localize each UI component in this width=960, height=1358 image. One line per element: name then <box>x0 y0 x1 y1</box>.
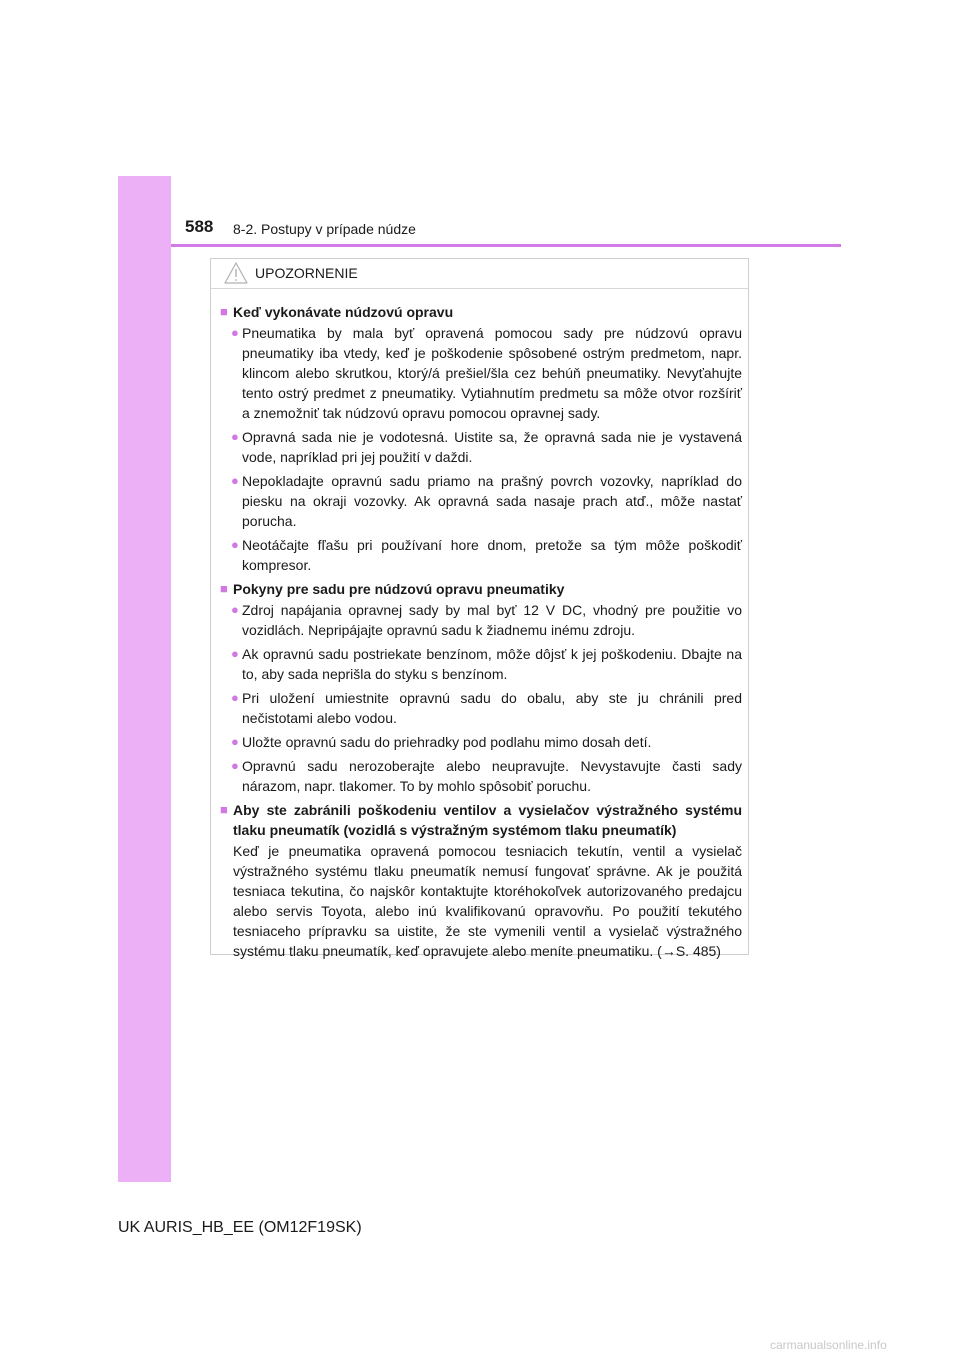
manual-code: UK AURIS_HB_EE (OM12F19SK) <box>118 1219 362 1236</box>
section-emergency-repair <box>220 302 742 575</box>
list-item: ● Uložte opravnú sadu do priehradky pod podlahu mimo dosah detí. <box>220 732 742 752</box>
bullet-list <box>220 600 742 796</box>
section-heading: ■ Aby ste zabránili poškodeniu ventilov a vysielačov výstražného systému tlaku pneumatík (vozidlá s výstražným systémom tlaku pneumatík) <box>220 802 742 838</box>
chapter-title: 8-2. Postupy v prípade núdze <box>233 221 416 237</box>
square-bullet-icon: ■ <box>220 581 228 596</box>
bullet-list <box>220 323 742 575</box>
warning-body <box>211 289 748 961</box>
section-tpms-valve-protection <box>220 800 742 961</box>
circle-bullet-icon: ● <box>231 690 239 705</box>
chapter-side-tab <box>118 176 171 1182</box>
circle-bullet-icon: ● <box>231 473 239 488</box>
watermark: carmanualsonline.info <box>770 1338 887 1352</box>
section-paragraph: Keď je pneumatika opravená pomocou tesniacich tekutín, ventil a vysielač výstražného systému tlaku pneumatík nemusí fungovať správne. Ak je použitá tesniaca tekutina, čo najskôr kontaktujte ktoréhokoľvek autorizovaného predajcu alebo servis Toyota, alebo inú kvalifikovanú opravovňu. Po použití tekutého tesniaceho prípravku sa uistite, že ste vymenili ventil a vysielač výstražného systému tlaku pneumatík, keď opravujete alebo meníte pneumatiku. (→S. 485) <box>233 843 742 959</box>
circle-bullet-icon: ● <box>231 325 239 340</box>
section-heading: ■ Pokyny pre sadu pre núdzovú opravu pneumatiky <box>220 581 565 597</box>
square-bullet-icon: ■ <box>220 304 228 319</box>
list-item: ● Zdroj napájania opravnej sady by mal byť 12 V DC, vhodný pre použitie vo vozidlách. Nepripájajte opravnú sadu k žiadnemu inému zdroju. <box>220 600 742 640</box>
section-repair-kit-instructions <box>220 579 742 796</box>
section-heading: ■ Keď vykonávate núdzovú opravu <box>220 304 454 320</box>
circle-bullet-icon: ● <box>231 537 239 552</box>
circle-bullet-icon: ● <box>231 602 239 617</box>
page-number: 588 <box>185 217 214 236</box>
circle-bullet-icon: ● <box>231 758 239 773</box>
circle-bullet-icon: ● <box>231 734 239 749</box>
list-item: ● Opravnú sadu nerozoberajte alebo neupravujte. Nevystavujte časti sady nárazom, napr. tlakomer. To by mohlo spôsobiť poruchu. <box>220 756 742 796</box>
circle-bullet-icon: ● <box>231 429 239 444</box>
header-divider <box>171 244 841 247</box>
list-item: ● Nepokladajte opravnú sadu priamo na prašný povrch vozovky, napríklad do piesku na okraji vozovky. Ak opravná sada nasaje prach atď., môže nastať porucha. <box>220 471 742 531</box>
warning-header <box>211 259 748 289</box>
list-item: ● Opravná sada nie je vodotesná. Uistite sa, že opravná sada nie je vystavená vode, napríklad pri jej použití v daždi. <box>220 427 742 467</box>
list-item: ● Neotáčajte fľašu pri používaní hore dnom, pretože sa tým môže poškodiť kompresor. <box>220 535 742 575</box>
list-item: ● Pri uložení umiestnite opravnú sadu do obalu, aby ste ju chránili pred nečistotami alebo vodou. <box>220 688 742 728</box>
warning-label: UPOZORNENIE <box>255 265 358 281</box>
list-item: ● Pneumatika by mala byť opravená pomocou sady pre núdzovú opravu pneumatiky iba vtedy, keď je poškodenie spôsobené ostrým predmetom, napr. klincom alebo skrutkou, ktorý/á prešiel/šla cez behúň pneumatiky. Nevyťahujte tento ostrý predmet z pneumatiky. Vytiahnutím predmetu sa môže otvor rozšíriť a znemožniť tak núdzovú opravu pomocou opravnej sady. <box>220 323 742 423</box>
warning-triangle-icon <box>224 262 248 289</box>
warning-box <box>210 258 749 959</box>
circle-bullet-icon: ● <box>231 646 239 661</box>
square-bullet-icon: ■ <box>220 802 228 817</box>
list-item: ● Ak opravnú sadu postriekate benzínom, môže dôjsť k jej poškodeniu. Dbajte na to, aby sada neprišla do styku s benzínom. <box>220 644 742 684</box>
